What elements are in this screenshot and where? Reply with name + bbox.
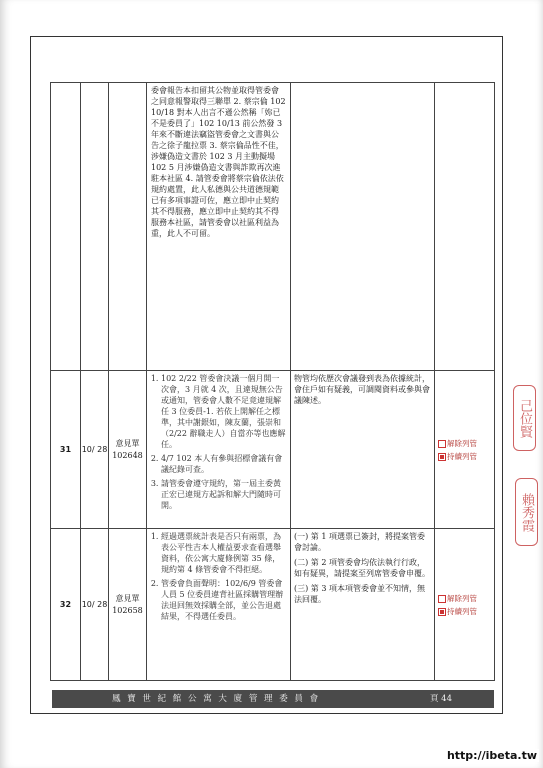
seal-stamp: 己位賢 (513, 385, 536, 451)
option-label: 持續列管 (447, 606, 477, 616)
content-cell (147, 371, 291, 529)
response-text: (一) 第 1 項選票已簽封，將提案管委會討論。 (294, 532, 425, 552)
date-cell (81, 83, 109, 371)
seal-stamp: 賴秀霞 (515, 478, 538, 546)
checkbox-remove[interactable] (438, 595, 446, 603)
option-remove[interactable] (435, 437, 494, 450)
form-kind: 意見單 (115, 438, 140, 448)
continued-content: 委會報告本扣留其公物並取得管委會之同意報警取得三聯單 2. 蔡宗倫 102 10/18 對本人出言不遜公然稱「妳已不是委員了」102 10/13 前公然發 3 年來不斷違法竊盜管委會之文書與公告之徐子龍拉票 3. 蔡宗倫品性不佳，涉嫌偽造文書於 102 3 月主動擬場 102 5 月涉嫌偽造文書與詐欺再次進駐本社區 4. 請管委會將蔡宗倫依法依規約處置，此人私德與公共道德規範已有多項事證可佐，應立即中止契約其不得服務，應立即中止契約其不得服務本社區，請管委會以社區利益為重，此人不可留。 (151, 86, 286, 238)
list-item: 3. 請管委會遵守規約，第一屆主委黃正宏已違規方起訴和解大門隨時可開。 (161, 478, 286, 511)
number-cell (51, 83, 81, 371)
content-list (147, 373, 290, 511)
row-date: 10/ 28 (81, 371, 109, 529)
content-cell (147, 83, 291, 371)
option-label: 解除列管 (447, 593, 477, 603)
row-form (109, 371, 147, 529)
response-cell (291, 83, 435, 371)
status-cell (435, 371, 495, 529)
option-continue[interactable] (435, 450, 494, 463)
list-item: 1. 102 2/22 管委會決議一個月開一次會，3 月就 4 次，且違規無公告或通知，管委會人數不足竟違規解任 3 位委員-1. 若依上開解任之標準，其中謝銀如，陳友蘭，張崇和（2/22 辭職走人）自當亦等也應解任。 (161, 373, 286, 450)
content-cell (147, 529, 291, 681)
option-label: 持續列管 (447, 451, 477, 461)
response-cell (291, 371, 435, 529)
footer-bar (52, 690, 494, 708)
status-cell (435, 529, 495, 681)
row-number: 32 (51, 529, 81, 681)
response-cell (291, 529, 435, 681)
kind-cell (109, 83, 147, 371)
issue-table (50, 82, 495, 681)
row-form (109, 529, 147, 681)
list-item: 2. 4/7 102 本人有參與招標會議有會議紀錄可查。 (161, 453, 286, 475)
response-text: (二) 第 2 項管委會均依法執行行政，如有疑異，請提案至列席管委會申覆。 (294, 558, 430, 578)
table-row (51, 529, 495, 681)
row-number: 31 (51, 371, 81, 529)
content-list (147, 531, 290, 622)
checkbox-remove[interactable] (438, 440, 446, 448)
list-item: 1. 經過選票統計表是否只有兩票，為表公平性吉本人權益要求查看選舉資料，依公寓大廈條例第 35 條，規約第 4 條管委會不得拒絕。 (161, 531, 286, 575)
option-remove[interactable] (435, 592, 494, 605)
checkbox-continue[interactable] (438, 608, 446, 616)
table-row (51, 83, 495, 371)
status-cell (435, 83, 495, 371)
response-text: 物管均依歷次會議發到表為依據統計，會住戶如有疑義，可調閱資料或參與會議陳述。 (294, 374, 430, 405)
option-continue[interactable] (435, 605, 494, 618)
list-item: 2. 管委會負面聲明：102/6/9 管委會人員 5 位委員違背社區採購管理辦法退回無效採購全部，並公告退處結果，不得選任委員。 (161, 578, 286, 622)
form-kind: 意見單 (115, 593, 140, 603)
watermark: http://ibeta.tw (446, 749, 537, 762)
footer-title: 鳳 寶 世 紀 館 公 寓 大 廈 管 理 委 員 會 (112, 694, 321, 704)
row-date: 10/ 28 (81, 529, 109, 681)
form-id: 102658 (112, 605, 143, 615)
checkbox-continue[interactable] (438, 453, 446, 461)
table-row (51, 371, 495, 529)
page-number: 頁 44 (429, 694, 452, 704)
option-label: 解除列管 (447, 438, 477, 448)
response-text: (三) 第 3 項本項管委會並不知情，無法回覆。 (294, 584, 425, 604)
form-id: 102648 (112, 450, 143, 460)
